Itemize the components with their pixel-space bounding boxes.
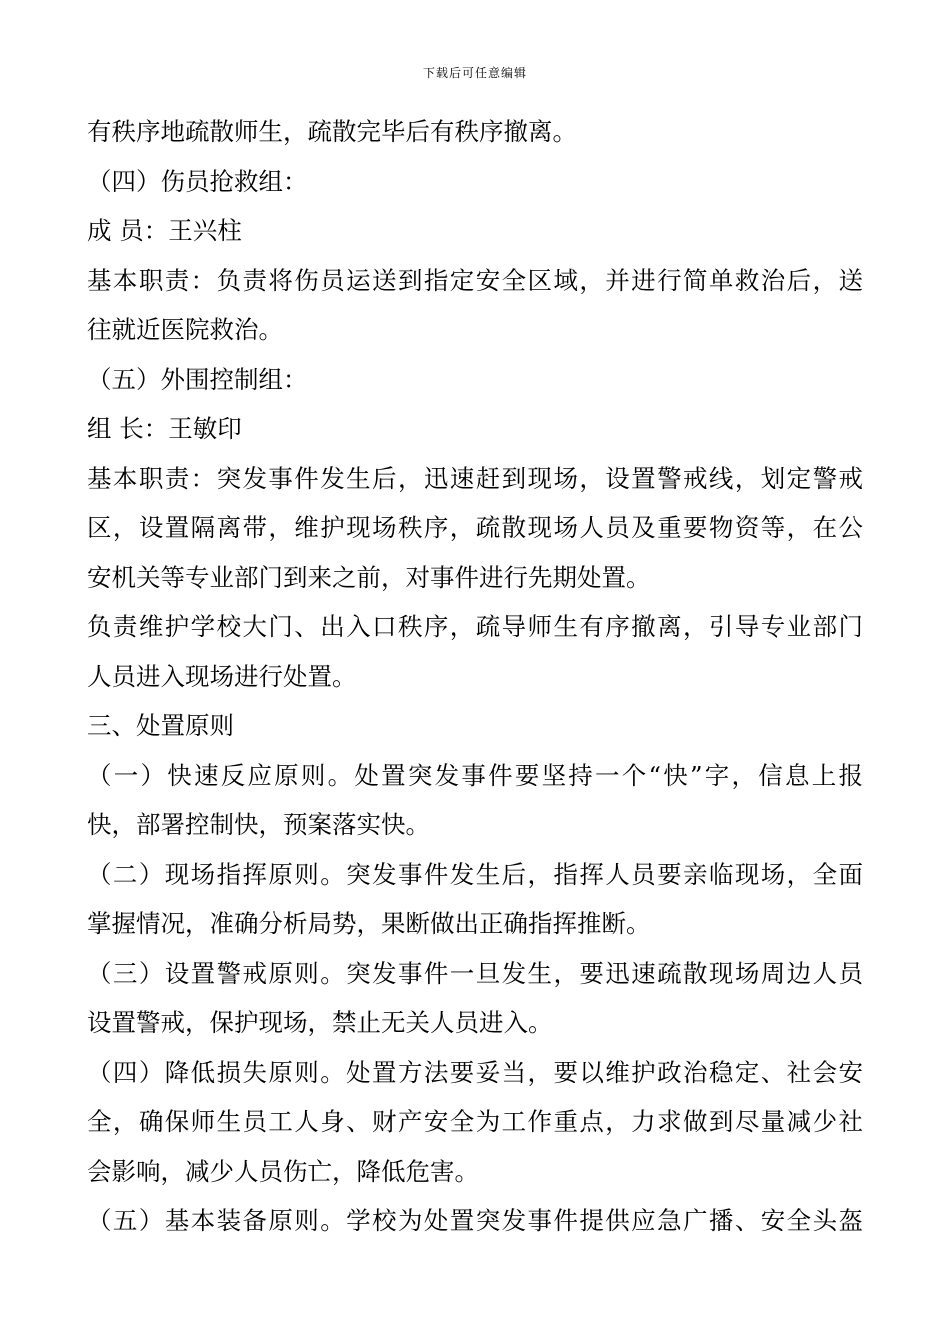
text-line: 基本职责：突发事件发生后，迅速赶到现场，设置警戒线，划定警戒 (87, 463, 863, 493)
text-line: 全，确保师生员工人身、财产安全为工作重点，力求做到尽量减少社 (87, 1107, 863, 1136)
page-header: 下载后可任意编辑 (422, 66, 527, 80)
text-line: 往就近医院救治。 (87, 315, 283, 344)
text-line: （一）快速反应原则。处置突发事件要坚持一个“快”字，信息上报 (87, 760, 863, 790)
text-line: 安机关等专业部门到来之前，对事件进行先期处置。 (87, 562, 651, 592)
text-line: （四）降低损失原则。处置方法要妥当，要以维护政治稳定、社会安 (87, 1057, 863, 1087)
text-line: （三）设置警戒原则。突发事件一旦发生，要迅速疏散现场周边人员 (87, 958, 863, 988)
text-line: （五）基本装备原则。学校为处置突发事件提供应急广播、安全头盔 (87, 1206, 863, 1235)
text-line: 会影响，减少人员伤亡，降低危害。 (87, 1156, 479, 1186)
text-line: 成 员：王兴柱 (87, 216, 242, 245)
text-line: 组 长：王敏印 (87, 414, 242, 443)
text-line: 基本职责：负责将伤员运送到指定安全区域，并进行简单救治后，送 (87, 265, 863, 295)
text-line: 人员进入现场进行处置。 (87, 661, 357, 691)
text-line: 负责维护学校大门、出入口秩序，疏导师生有序撤离，引导专业部门 (87, 612, 863, 641)
document-body (87, 107, 863, 1246)
section-heading: （五）外围控制组： (87, 364, 308, 394)
text-line: 区，设置隔离带，维护现场秩序，疏散现场人员及重要物资等，在公 (87, 513, 863, 542)
text-line: 掌握情况，准确分析局势，果断做出正确指挥推断。 (87, 909, 651, 938)
text-line: 设置警戒，保护现场，禁止无关人员进入。 (87, 1008, 553, 1037)
text-line: 有秩序地疏散师生，疏散完毕后有秩序撤离。 (87, 117, 577, 146)
section-heading: （四）伤员抢救组： (87, 166, 308, 196)
text-line: （二）现场指挥原则。突发事件发生后，指挥人员要亲临现场，全面 (87, 859, 863, 889)
text-line: 快，部署控制快，预案落实快。 (87, 810, 430, 839)
section-heading: 三、处置原则 (87, 711, 234, 740)
